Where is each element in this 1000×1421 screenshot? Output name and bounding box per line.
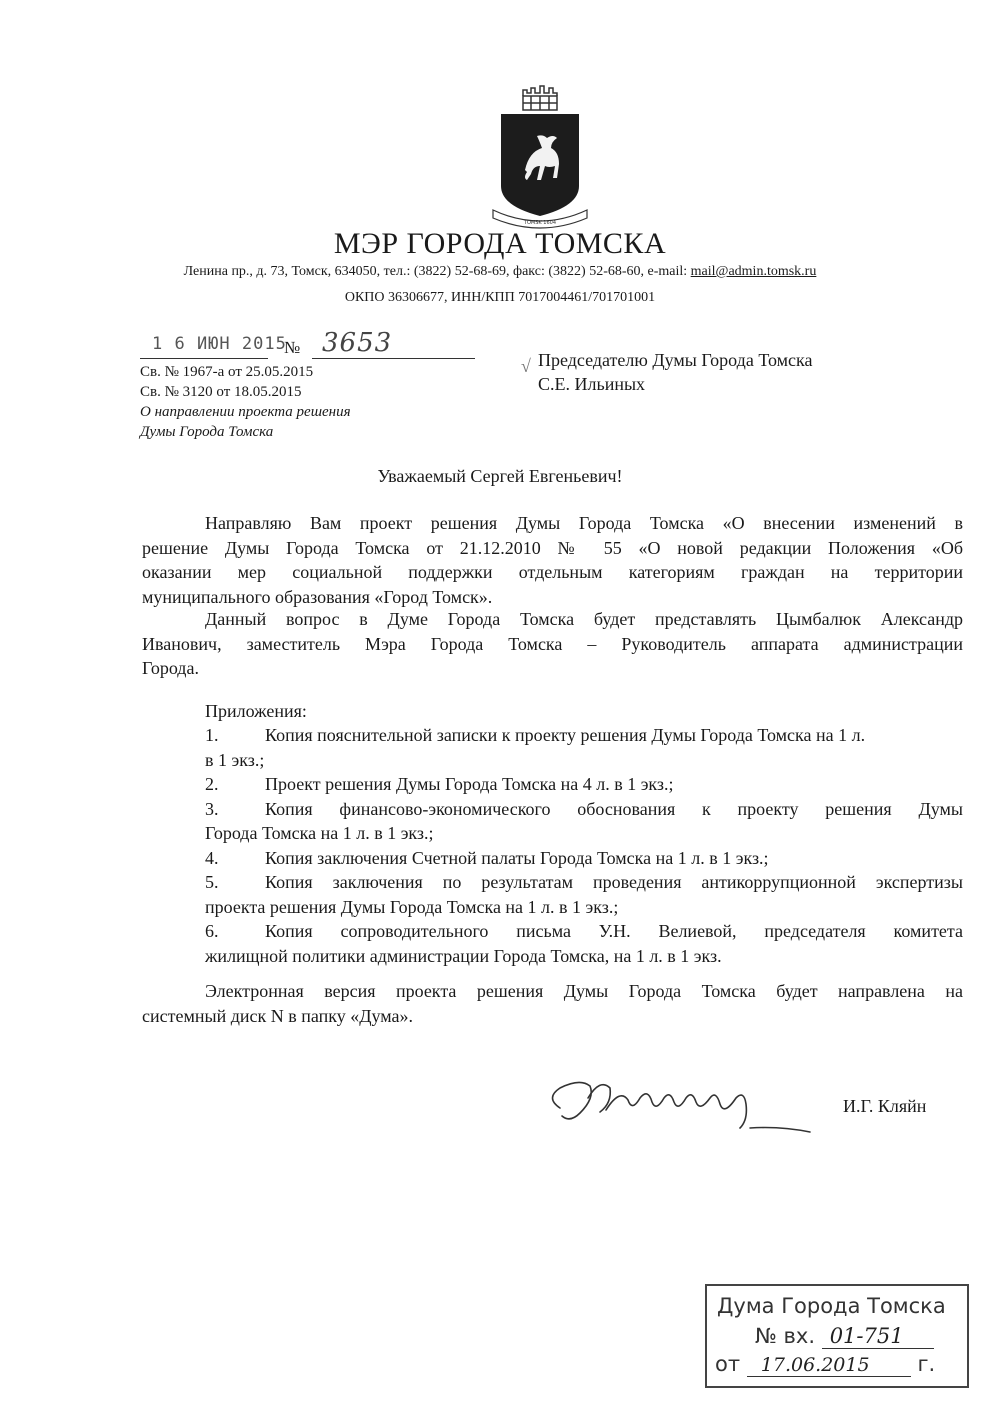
outgoing-date-stamp: 1 6 ИЮН 2015 xyxy=(152,334,287,354)
body-line: Направляю Вам проект решения Думы Города Томска «О внесении изменений в xyxy=(205,513,963,533)
attachment-continuation: жилищной политики администрации Города Томска, на 1 л. в 1 экз. xyxy=(205,945,722,966)
stamp-date-row xyxy=(715,1352,935,1377)
number-underline xyxy=(312,358,475,359)
attachments-list xyxy=(205,723,963,968)
attachment-number: 6. xyxy=(205,921,219,941)
body-line: Города. xyxy=(142,658,199,678)
subject-line: О направлении проекта решения xyxy=(140,404,351,420)
attachment-text: Проект решения Думы Города Томска на 4 л. в 1 экз.; xyxy=(265,774,674,794)
reference-line: Св. № 3120 от 18.05.2015 xyxy=(140,384,302,400)
stamp-number-row xyxy=(755,1324,934,1349)
body-line: муниципального образования «Город Томск». xyxy=(142,586,493,607)
signer-name: И.Г. Кляйн xyxy=(843,1096,927,1116)
stamp-number-label: № вх. xyxy=(755,1324,815,1348)
attachment-continuation: Города Томска на 1 л. в 1 экз.; xyxy=(205,823,434,843)
email-link[interactable]: mail@admin.tomsk.ru xyxy=(690,264,817,279)
body-paragraph-1 xyxy=(142,511,963,609)
attachment-text: Копия сопроводительного письма У.Н. Велиевой, председателя комитета xyxy=(265,921,963,941)
stamp-year-suffix: г. xyxy=(917,1352,936,1376)
check-mark: √ xyxy=(521,356,531,376)
addressee-name: С.Е. Ильиных xyxy=(538,374,646,394)
body-line: решение Думы Города Томска от 21.12.2010 № 55 «О новой редакции Положения «Об xyxy=(142,537,963,558)
attachment-item xyxy=(205,772,963,797)
body-paragraph-2 xyxy=(142,607,963,681)
attachment-continuation: в 1 экз.; xyxy=(205,749,265,770)
addressee-position: Председателю Думы Города Томска xyxy=(538,350,813,370)
addressee-block xyxy=(538,348,812,396)
letterhead-contacts xyxy=(0,264,1000,280)
contacts-text: Ленина пр., д. 73, Томск, 634050, тел.: (3822) 52-68-69, факс: (3822) 52-68-60, e-mail: xyxy=(183,264,691,279)
closing-line: системный диск N в папку «Дума». xyxy=(142,1005,414,1026)
body-line: оказании мер социальной поддержки отдельным категориям граждан на территории xyxy=(142,562,963,582)
incoming-registration-stamp xyxy=(705,1284,969,1388)
subject-line: Думы Города Томска xyxy=(140,424,274,440)
reference-line: Св. № 1967-а от 25.05.2015 xyxy=(140,364,314,380)
attachment-item xyxy=(205,870,963,895)
body-line: Иванович, заместитель Мэра Города Томска – Руководитель аппарата администрации xyxy=(142,633,963,654)
letterhead-ids: ОКПО 36306677, ИНН/КПП 7017004461/701701001 xyxy=(344,290,656,305)
attachment-number: 1. xyxy=(205,725,219,745)
attachment-text: Копия финансово-экономического обоснования к проекту решения Думы xyxy=(265,798,963,819)
attachment-text: Копия пояснительной записки к проекту решения Думы Города Томска на 1 л. xyxy=(265,725,866,745)
attachment-text: Копия заключения по результатам проведения антикоррупционной экспертизы xyxy=(265,872,963,892)
attachment-number: 4. xyxy=(205,847,219,868)
attachment-continuation: проекта решения Думы Города Томска на 1 л. в 1 экз.; xyxy=(205,896,619,917)
stamp-organization: Дума Города Томска xyxy=(717,1294,946,1318)
attachment-item xyxy=(205,846,963,871)
stamp-number-value: 01-751 xyxy=(822,1324,934,1349)
greeting: Уважаемый Сергей Евгеньевич! xyxy=(377,466,623,486)
letterhead-title: МЭР ГОРОДА ТОМСКА xyxy=(333,227,667,260)
tomsk-coat-of-arms-icon xyxy=(487,82,593,232)
stamp-date-value: 17.06.2015 xyxy=(747,1354,911,1377)
attachments-heading: Приложения: xyxy=(205,701,307,721)
attachment-text: Копия заключения Счетной палаты Города Томска на 1 л. в 1 экз.; xyxy=(265,847,769,868)
attachment-number: 2. xyxy=(205,774,219,794)
closing-paragraph xyxy=(142,979,963,1028)
body-line: Данный вопрос в Думе Города Томска будет представлять Цымбалюк Александр xyxy=(205,609,963,629)
attachment-item xyxy=(205,797,963,822)
emblem-ribbon-text: TOMSK 1604 xyxy=(523,220,557,226)
attachment-number: 3. xyxy=(205,798,219,819)
attachment-item xyxy=(205,723,963,748)
date-underline xyxy=(140,358,268,359)
attachment-item xyxy=(205,919,963,944)
attachment-number: 5. xyxy=(205,872,219,892)
handwritten-signature-icon xyxy=(540,1068,820,1138)
closing-line: Электронная версия проекта решения Думы Города Томска будет направлена на xyxy=(205,981,963,1001)
stamp-date-label: от xyxy=(715,1352,741,1376)
outgoing-number: 3653 xyxy=(322,328,393,358)
number-sign: № xyxy=(284,338,301,357)
